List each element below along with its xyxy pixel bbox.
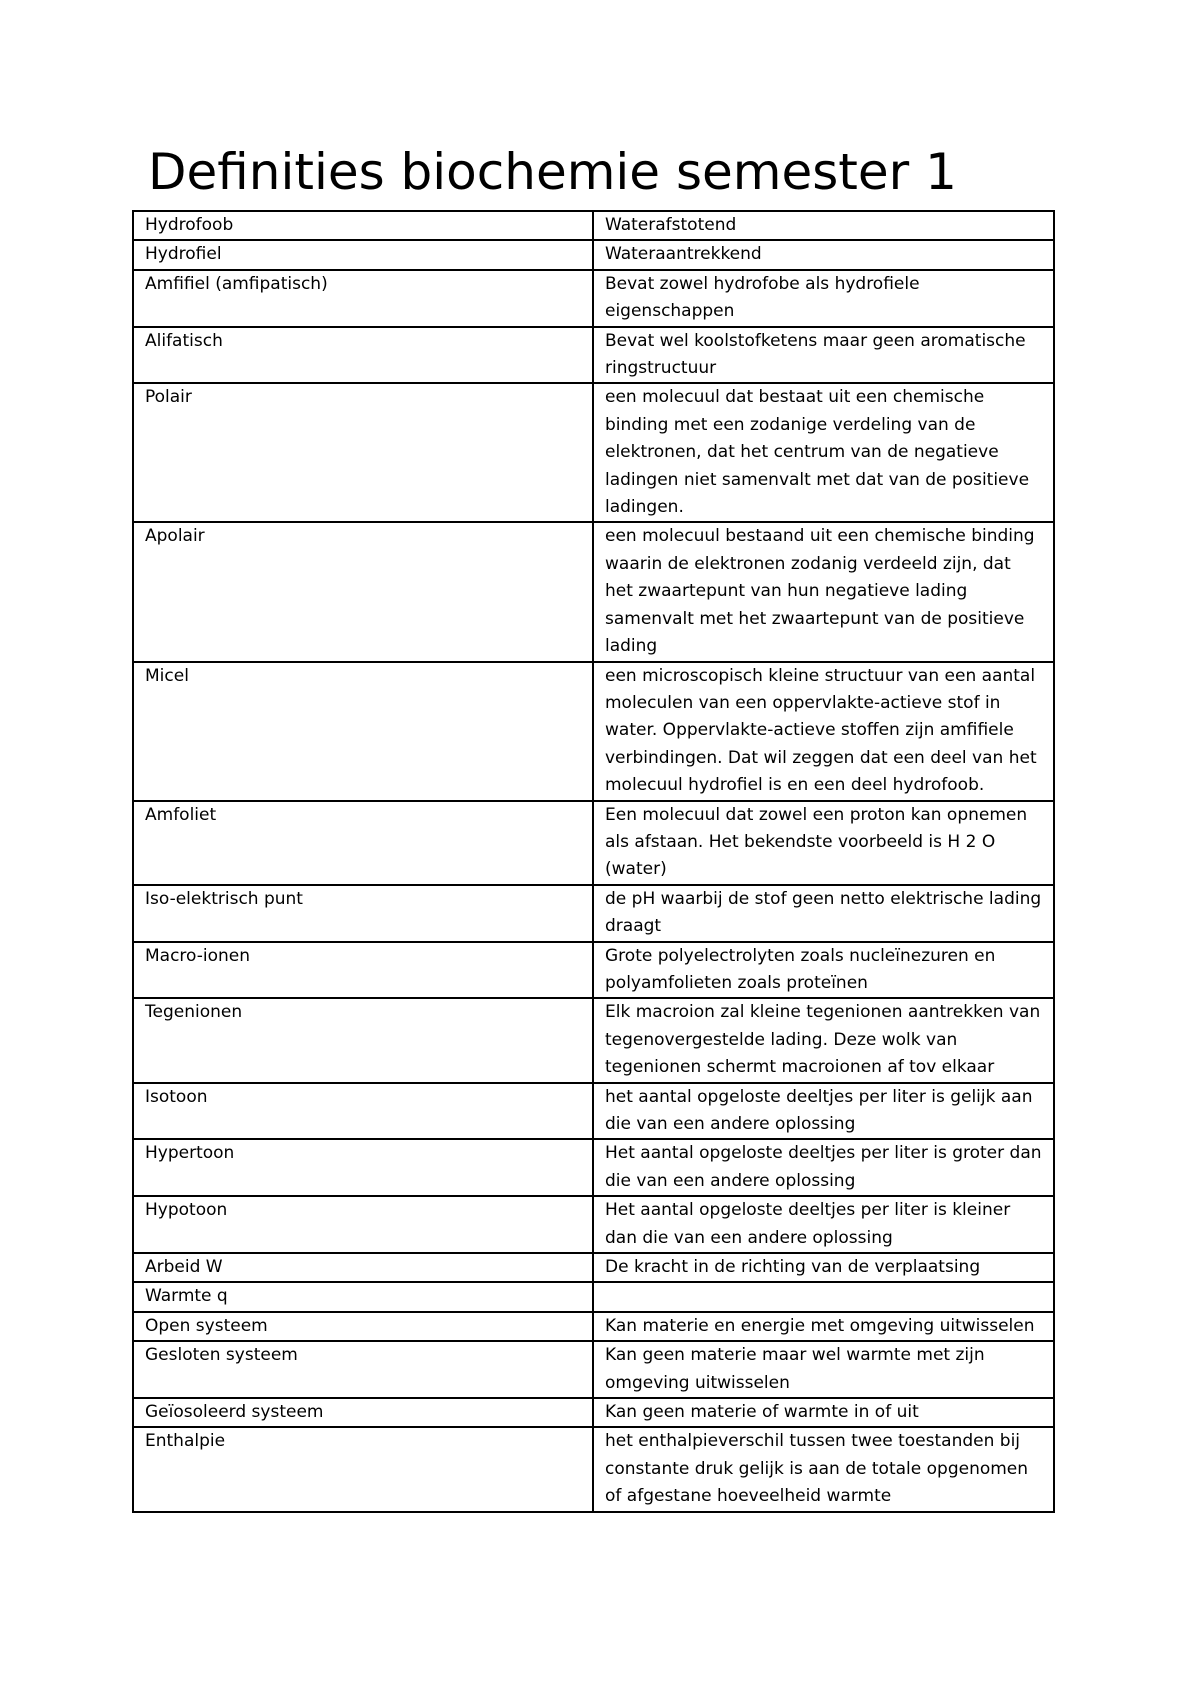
definitions-table-body [133,211,1054,1512]
table-row [133,1282,1054,1311]
table-row [133,801,1054,885]
term-cell: Macro-ionen [133,942,593,999]
definition-cell [593,1282,1054,1311]
table-row [133,522,1054,661]
definition-cell: een microscopisch kleine structuur van een aantal moleculen van een oppervlakte-actieve stof in water. Oppervlakte-actieve stoffen zijn amfifiele verbindingen. Dat wil zeggen dat een deel van het molecuul hydrofiel is en een deel hydrofoob. [593,662,1054,801]
table-row [133,383,1054,522]
table-row [133,662,1054,801]
term-cell: Apolair [133,522,593,661]
term-cell: Isotoon [133,1083,593,1140]
term-cell: Iso-elektrisch punt [133,885,593,942]
term-cell: Alifatisch [133,327,593,384]
table-row [133,1139,1054,1196]
definition-cell: Kan geen materie maar wel warmte met zijn omgeving uitwisselen [593,1341,1054,1398]
definition-cell: het enthalpieverschil tussen twee toestanden bij constante druk gelijk is aan de totale opgenomen of afgestane hoeveelheid warmte [593,1427,1054,1511]
term-cell: Open systeem [133,1312,593,1341]
table-row [133,998,1054,1082]
table-row [133,240,1054,269]
definition-cell: Elk macroion zal kleine tegenionen aantrekken van tegenovergestelde lading. Deze wolk van tegenionen schermt macroionen af tov elkaar [593,998,1054,1082]
definition-cell: De kracht in de richting van de verplaatsing [593,1253,1054,1282]
definition-cell: Wateraantrekkend [593,240,1054,269]
term-cell: Polair [133,383,593,522]
definition-cell: Een molecuul dat zowel een proton kan opnemen als afstaan. Het bekendste voorbeeld is H 2 O (water) [593,801,1054,885]
table-row [133,1427,1054,1511]
definition-cell: een molecuul dat bestaat uit een chemische binding met een zodanige verdeling van de elektronen, dat het centrum van de negatieve ladingen niet samenvalt met dat van de positieve ladingen. [593,383,1054,522]
term-cell: Hydrofiel [133,240,593,269]
table-row [133,1312,1054,1341]
term-cell: Arbeid W [133,1253,593,1282]
term-cell: Hydrofoob [133,211,593,240]
term-cell: Micel [133,662,593,801]
definition-cell: Het aantal opgeloste deeltjes per liter is groter dan die van een andere oplossing [593,1139,1054,1196]
table-row [133,327,1054,384]
definition-cell: Kan geen materie of warmte in of uit [593,1398,1054,1427]
table-row [133,942,1054,999]
table-row [133,1341,1054,1398]
definition-cell: Grote polyelectrolyten zoals nucleïnezuren en polyamfolieten zoals proteïnen [593,942,1054,999]
page-title: Definities biochemie semester 1 [148,143,957,201]
table-row [133,885,1054,942]
term-cell: Amfoliet [133,801,593,885]
definition-cell: Kan materie en energie met omgeving uitwisselen [593,1312,1054,1341]
term-cell: Geïosoleerd systeem [133,1398,593,1427]
table-row [133,1398,1054,1427]
definition-cell: Bevat wel koolstofketens maar geen aromatische ringstructuur [593,327,1054,384]
term-cell: Hypertoon [133,1139,593,1196]
table-row [133,1083,1054,1140]
table-row [133,1196,1054,1253]
definition-cell: Waterafstotend [593,211,1054,240]
table-row [133,211,1054,240]
term-cell: Warmte q [133,1282,593,1311]
definition-cell: Bevat zowel hydrofobe als hydrofiele eigenschappen [593,270,1054,327]
term-cell: Hypotoon [133,1196,593,1253]
term-cell: Tegenionen [133,998,593,1082]
term-cell: Enthalpie [133,1427,593,1511]
definition-cell: een molecuul bestaand uit een chemische binding waarin de elektronen zodanig verdeeld zijn, dat het zwaartepunt van hun negatieve lading samenvalt met het zwaartepunt van de positieve lading [593,522,1054,661]
definition-cell: Het aantal opgeloste deeltjes per liter is kleiner dan die van een andere oplossing [593,1196,1054,1253]
table-row [133,270,1054,327]
table-row [133,1253,1054,1282]
term-cell: Gesloten systeem [133,1341,593,1398]
term-cell: Amfifiel (amfipatisch) [133,270,593,327]
definitions-table [132,210,1055,1513]
definition-cell: de pH waarbij de stof geen netto elektrische lading draagt [593,885,1054,942]
definition-cell: het aantal opgeloste deeltjes per liter is gelijk aan die van een andere oplossing [593,1083,1054,1140]
